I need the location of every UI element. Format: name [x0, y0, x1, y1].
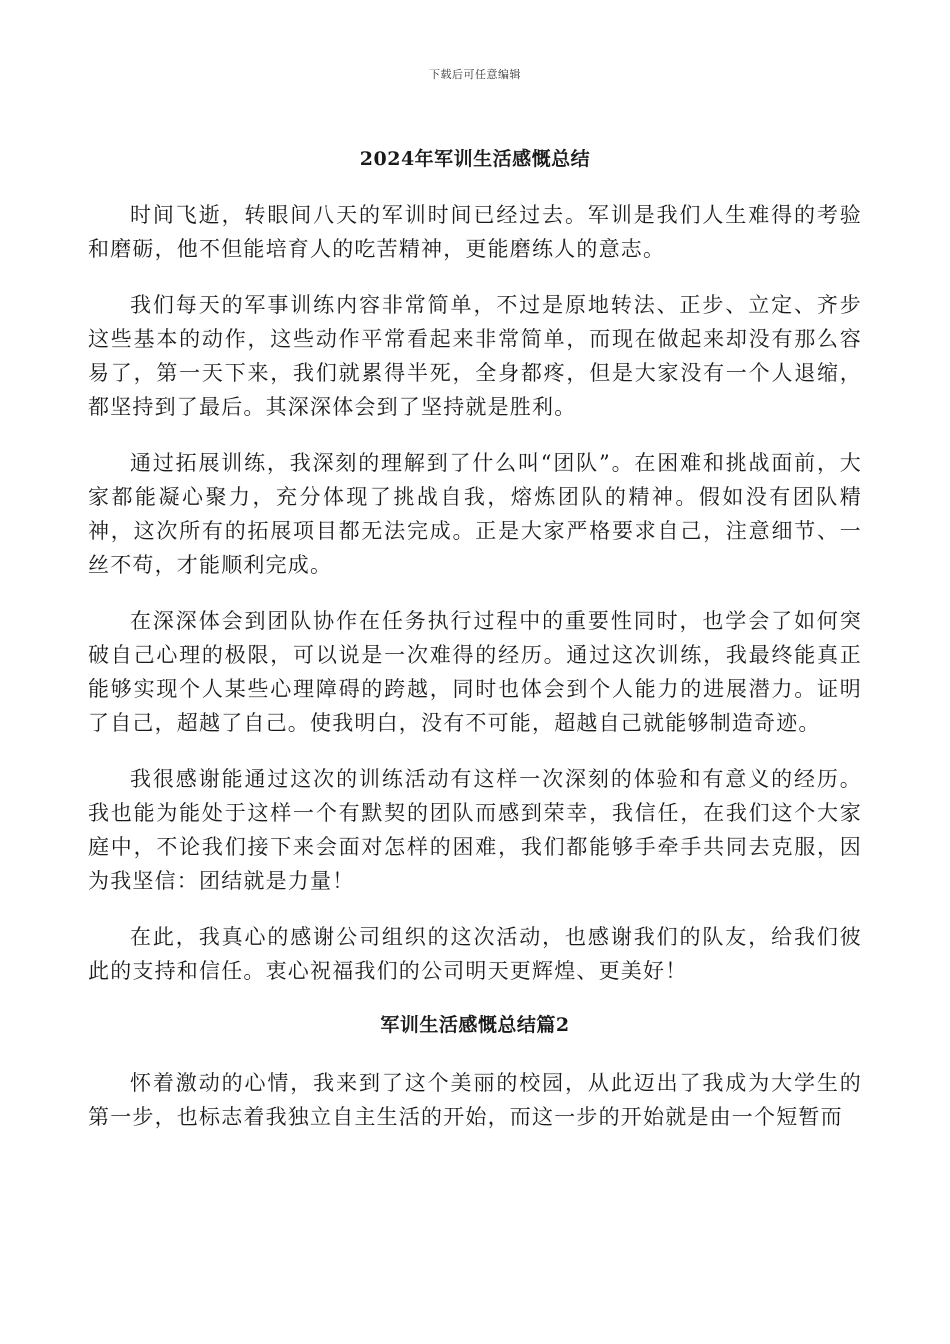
header-note: 下载后可任意编辑: [429, 68, 521, 81]
document-body: [88, 198, 862, 1156]
document-title: 2024年军训生活感慨总结: [359, 148, 591, 170]
section-2-paragraph-1: 怀着激动的心情，我来到了这个美丽的校园，从此迈出了我成为大学生的第一步，也标志着我独立自主生活的开始，而这一步的开始就是由一个短暂而: [88, 1071, 862, 1129]
paragraph-6: 在此，我真心的感谢公司组织的这次活动，也感谢我们的队友，给我们彼此的支持和信任。衷心祝福我们的公司明天更辉煌、更美好！: [88, 925, 862, 983]
paragraph-5: 我很感谢能通过这次的训练活动有这样一次深刻的体验和有意义的经历。我也能为能处于这样一个有默契的团队而感到荣幸，我信任，在我们这个大家庭中，不论我们接下来会面对怎样的困难，我们都能够手牵手共同去克服，因为我坚信：团结就是力量！: [88, 767, 862, 893]
paragraph-4: 在深深体会到团队协作在任务执行过程中的重要性同时，也学会了如何突破自己心理的极限，可以说是一次难得的经历。通过这次训练，我最终能真正能够实现个人某些心理障碍的跨越，同时也体会到个人能力的进展潜力。证明了自己，超越了自己。使我明白，没有不可能，超越自己就能够制造奇迹。: [88, 609, 862, 735]
paragraph-3: 通过拓展训练，我深刻的理解到了什么叫“团队”。在困难和挑战面前，大家都能凝心聚力，充分体现了挑战自我，熔炼团队的精神。假如没有团队精神，这次所有的拓展项目都无法完成。正是大家严格要求自己，注意细节、一丝不苟，才能顺利完成。: [88, 451, 862, 577]
section-2-title: 军训生活感慨总结篇2: [380, 1014, 570, 1036]
paragraph-2: 我们每天的军事训练内容非常简单，不过是原地转法、正步、立定、齐步这些基本的动作，这些动作平常看起来非常简单，而现在做起来却没有那么容易了，第一天下来，我们就累得半死，全身都疼，但是大家没有一个人退缩，都坚持到了最后。其深深体会到了坚持就是胜利。: [88, 293, 862, 419]
paragraph-1: 时间飞逝，转眼间八天的军训时间已经过去。军训是我们人生难得的考验和磨砺，他不但能培育人的吃苦精神，更能磨练人的意志。: [88, 203, 862, 261]
